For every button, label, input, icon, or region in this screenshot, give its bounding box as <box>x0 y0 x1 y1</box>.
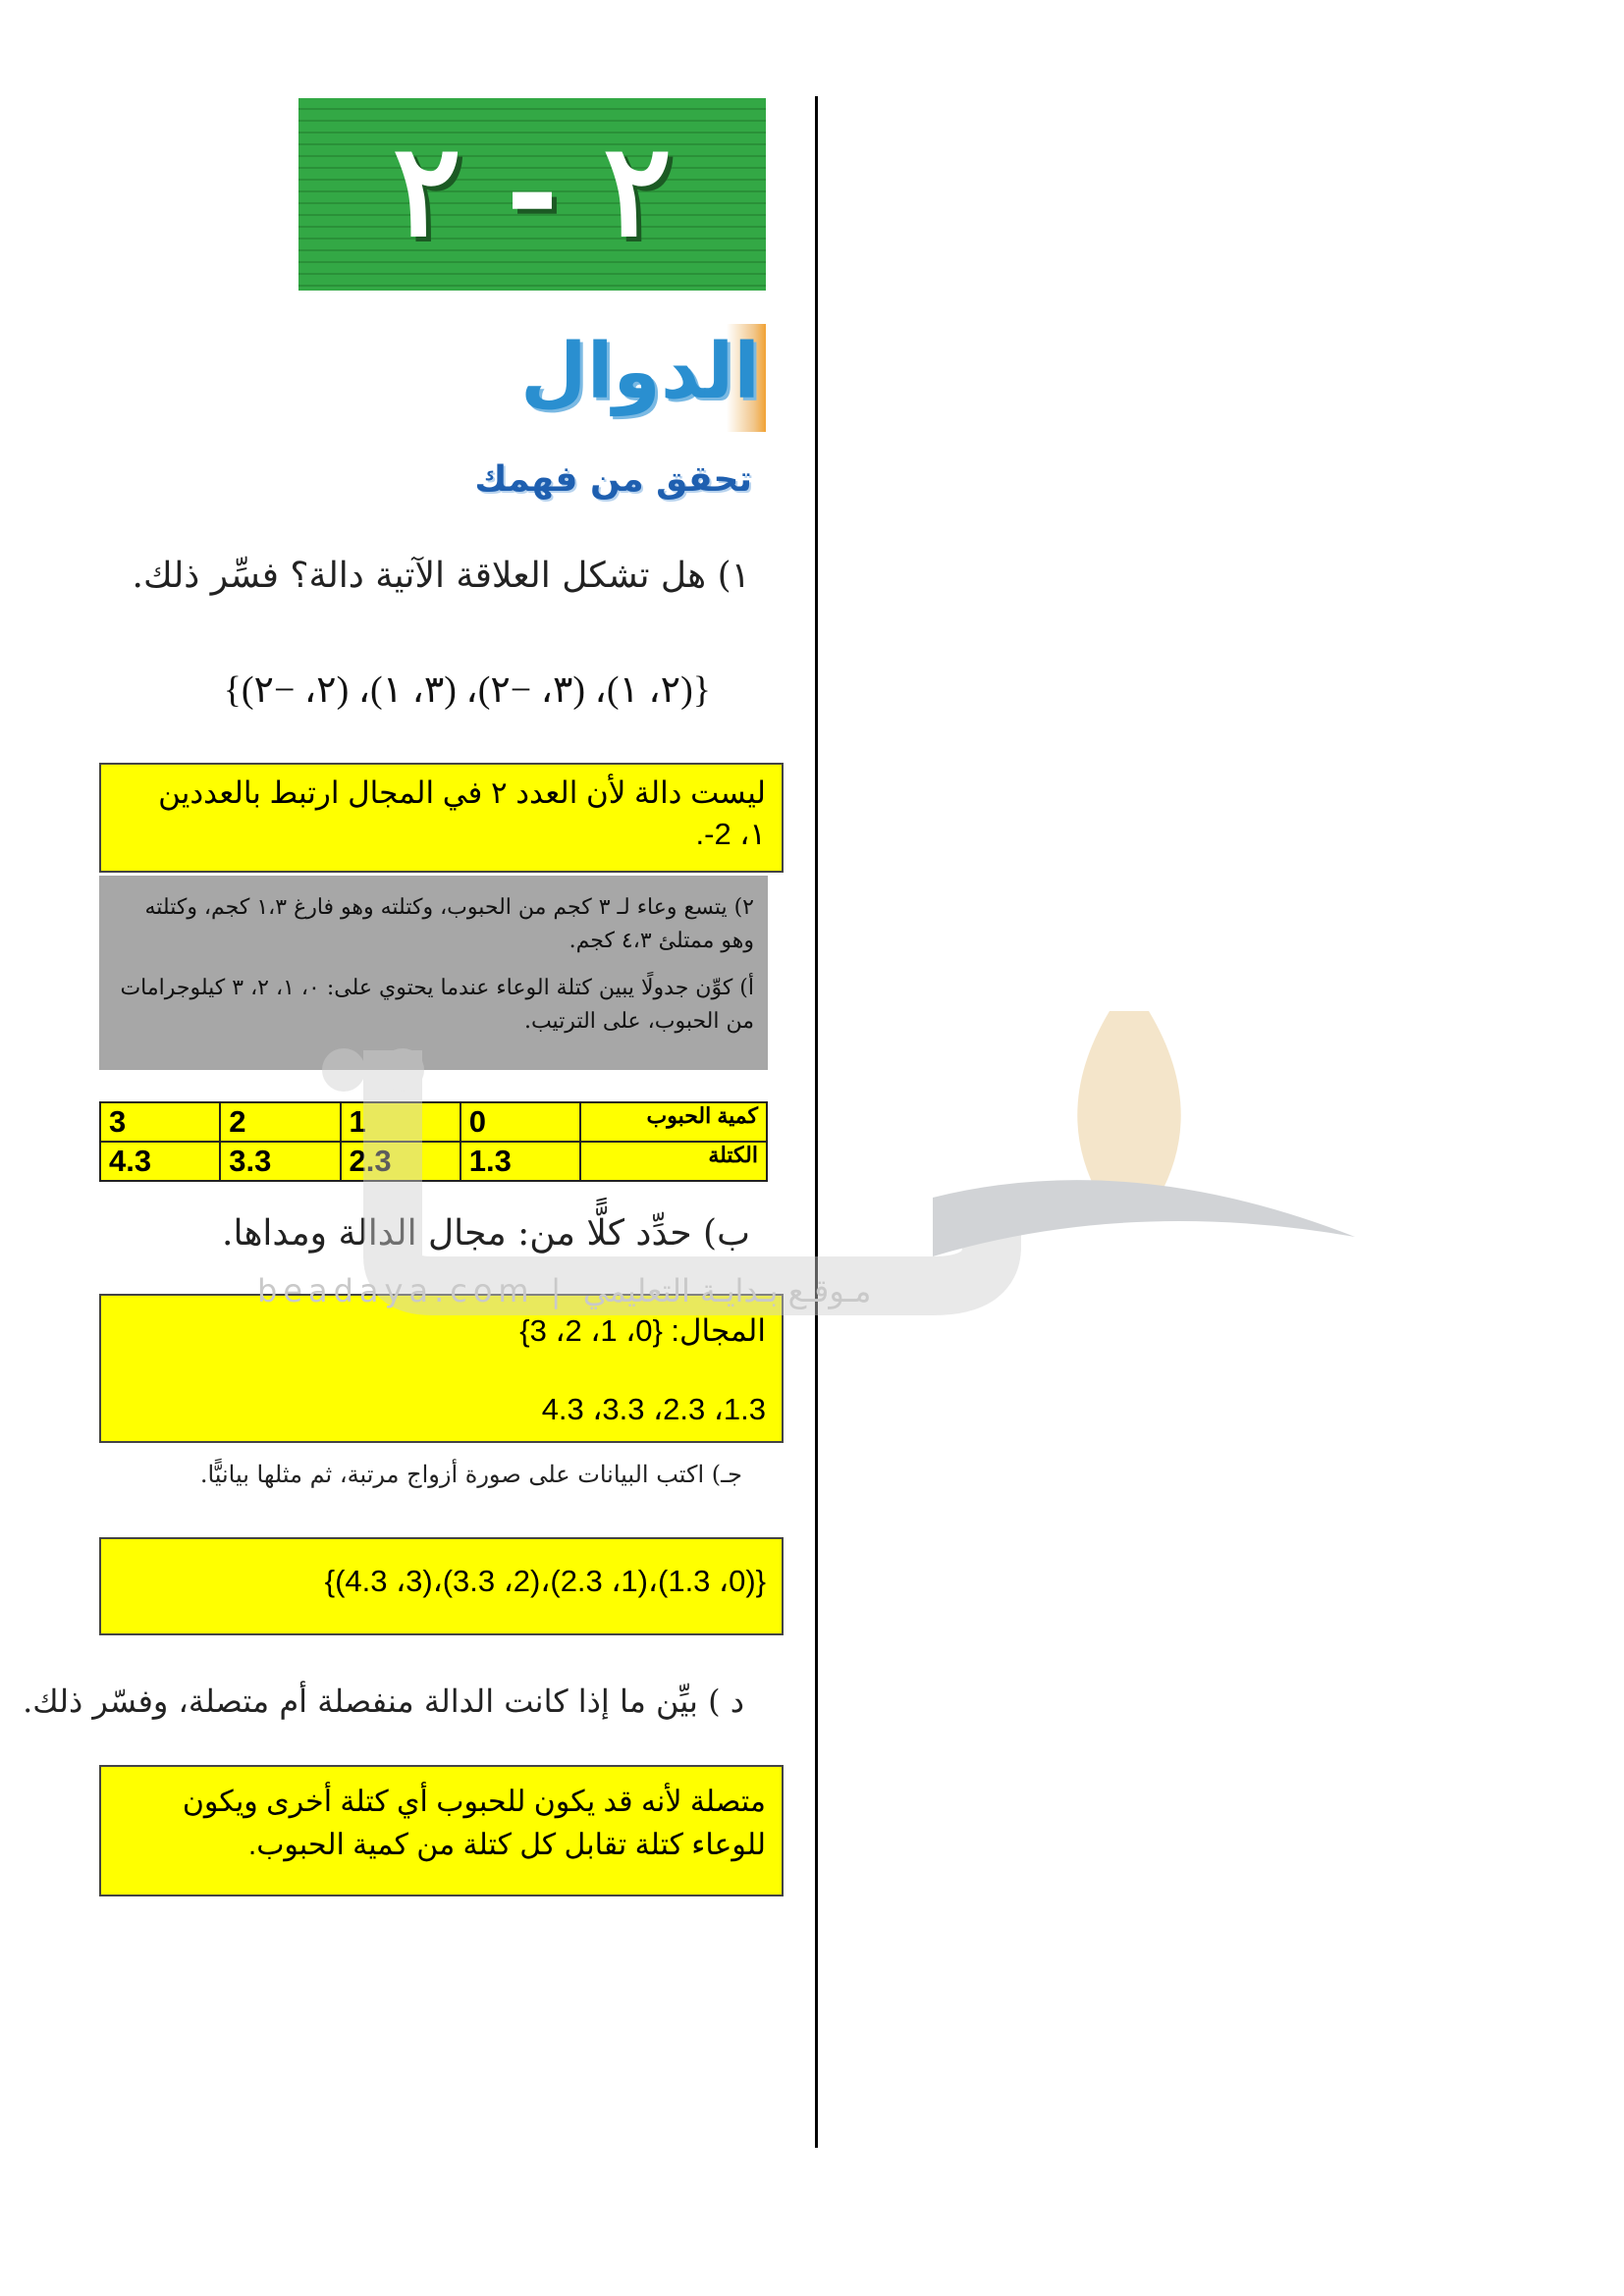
ordered-pairs-answer: {(0، 1.3)،(1، 2.3)،(2، 3.3)،(3، 4.3)} <box>324 1564 766 1598</box>
relation-set: {(٢، ١)، (٣، −٢)، (٣، ١)، (٢، −٢)} <box>223 669 711 711</box>
lesson-banner <box>298 98 766 291</box>
range-answer: 1.3، 2.3، 3.3، 4.3 <box>541 1392 766 1426</box>
grain-mass-table <box>99 1101 768 1182</box>
column-divider <box>815 96 818 2148</box>
table-cell: 3.3 <box>220 1142 340 1181</box>
table-cell: 1 <box>341 1102 460 1142</box>
section-heading: تحقق من فهمك <box>474 459 752 500</box>
table-row <box>100 1142 767 1181</box>
table-cell: 4.3 <box>100 1142 220 1181</box>
domain-answer: المجال: {0، 1، 2، 3} <box>519 1313 766 1348</box>
question-2-part-d: د ) بيِّن ما إذا كانت الدالة منفصلة أم متصلة، وفسّر ذلك. <box>23 1682 744 1720</box>
answer-1-box <box>99 763 784 873</box>
answer-c-box <box>99 1537 784 1635</box>
answer-1-line-2: ١، 2-. <box>695 817 766 851</box>
question-2-intro: ٢) يتسع وعاء لـ ٣ كجم من الحبوب، وكتلته وهو فارغ ١،٣ كجم، وكتلته وهو ممتلئ ٤،٣ كجم. <box>144 895 754 953</box>
continuity-answer: متصلة لأنه قد يكون للحبوب أي كتلة أخرى ويكون للوعاء كتلة تقابل كل كتلة من كمية الحبوب. <box>182 1786 766 1861</box>
scanned-question-2 <box>99 876 768 1070</box>
lesson-title: الدوال <box>520 328 760 416</box>
row-label-grain: كمية الحبوب <box>580 1102 767 1142</box>
watermark-text: beadaya.com | مـوقـع بـدايـة التعليمي <box>257 1272 872 1309</box>
table-cell: 2 <box>220 1102 340 1142</box>
table-cell: 0 <box>460 1102 580 1142</box>
table-cell: 1.3 <box>460 1142 580 1181</box>
table-row <box>100 1102 767 1142</box>
answer-d-box <box>99 1765 784 1896</box>
table-cell: 3 <box>100 1102 220 1142</box>
question-1: ١) هل تشكل العلاقة الآتية دالة؟ فسِّر ذلك. <box>132 556 750 596</box>
table-cell: 2.3 <box>341 1142 460 1181</box>
question-2-part-b: ب) حدِّد كلًّا من: مجال الدالة ومداها. <box>222 1213 750 1254</box>
row-label-mass: الكتلة <box>580 1142 767 1181</box>
question-2-part-c: جـ) اكتب البيانات على صورة أزواج مرتبة، ثم مثلها بيانيًّا. <box>199 1461 742 1488</box>
answer-1-line-1: ليست دالة لأن العدد ٢ في المجال ارتبط بالعددين <box>158 775 766 810</box>
answer-b-box <box>99 1294 784 1443</box>
question-2-part-a: أ) كوِّن جدولًا يبين كتلة الوعاء عندما يحتوي على: ٠، ١، ٢، ٣ كيلوجرامات من الحبوب، على الترتيب. <box>120 976 754 1034</box>
lesson-number: ٢ - ٢ <box>392 115 673 265</box>
